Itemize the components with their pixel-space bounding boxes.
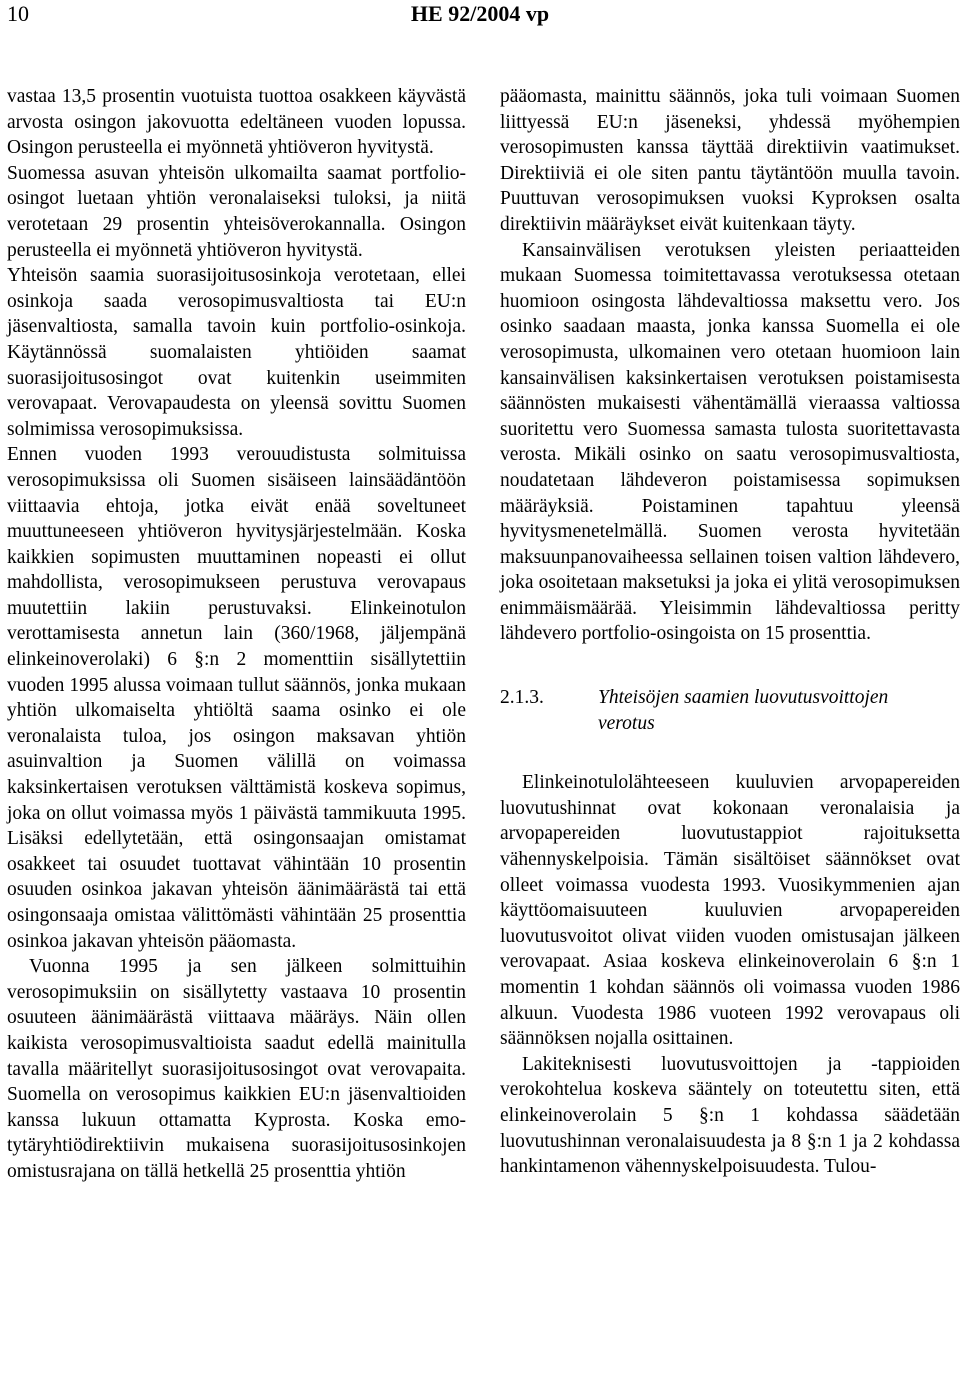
section-heading: [500, 685, 960, 736]
section-number: 2.1.3.: [500, 687, 544, 709]
paragraph-continuation: pääomasta, mainittu säännös, joka tuli voimaan Suomen liittyessä EU:n jäseneksi, yhdessä myöhempien verosopimusten kanssa täyttää direktiivin vaatimukset. Direktiiviä ei ole siten pantu täytäntöön muulla tavoin. Puuttuvan verosopimuksen vuoksi Kyproksen osalta direktiivin määräykset eivät kuitenkaan täyty.: [500, 86, 960, 235]
paragraph: Ennen vuoden 1993 verouudistusta solmituissa verosopimuksissa oli Suomen sisäiseen lainsäädäntöön viittaavia ehtoja, jotka eivät enää soveltuneet muuttuneeseen yhtiöveron hyvitysjärjestelmään. Koska kaikkien sopimusten muuttaminen nopeasti ei ollut mahdollista, verosopimukseen perustuva verovapaus muutettiin lakiin perustuvaksi. Elinkeinotulon verottamisesta annetun lain (360/1968, jäljempänä elinkeinoverolaki) 6 §:n 2 momenttiin sisällytettiin vuoden 1995 alussa voimaan tullut säännös, jonka mukaan yhtiön ulkomaiselta yhtiöltä saama osinko ei ole veronalaista tuloa, jos osingon maksavan yhtiön asuinvaltion ja Suomen välillä on voimassa kaksinkertaisen verotuksen välttämistä koskeva sopimus, joka on ollut voimassa myös 1 päivästä tammikuuta 1995. Lisäksi edellytetään, että osingonsaajan omistamat osakkeet tai osuudet tuottavat vähintään 10 prosentin osuuden osinkoa jakavan yhteisön äänimäärästä tai että osingonsaaja omistaa välittömästi vähintään 25 prosenttia osinkoa jakavan yhteisön pääomasta.: [7, 444, 466, 952]
page-number: 10: [7, 1, 29, 26]
paragraph: Yhteisön saamia suorasijoitusosinkoja verotetaan, ellei osinkoja saada verosopimusvaltiosta tai EU:n jäsenvaltiosta, samalla tavoin kuin portfolio-osinkoja. Käytännössä suomalaisten yhtiöiden saamat suorasijoitusosingot ovat kuitenkin useimmiten verovapaat. Verovapaudesta on yleensä sovittu Suomen solmimissa verosopimuksissa.: [7, 265, 466, 440]
paragraph: Vuonna 1995 ja sen jälkeen solmittuihin verosopimuksiin on sisällytetty vastaava 10 prosentin osuuteen äänimäärästä viittaava määräys. Näin ollen kaikista verosopimusvaltioista saadut edellä mainitulla tavalla määritellyt suorasijoitusosingot ovat verovapaita. Suomella on verosopimus kaikkien EU:n jäsenvaltioiden kanssa lukuun ottamatta Kyprosta. Koska emo-tytäryhtiödirektiivin mukaisena suorasijoitusosinkojen omistusrajana on tällä hetkellä 25 prosenttia yhtiön: [7, 956, 466, 1182]
paragraph: vastaa 13,5 prosentin vuotuista tuottoa osakkeen käyvästä arvosta osingon jakovuotta edeltäneen vuoden lopussa. Osingon perusteella ei myönnetä yhtiöveron hyvitystä.: [7, 86, 466, 159]
paragraph: Suomessa asuvan yhteisön ulkomailta saamat portfolio-osingot luetaan yhtiön veronalaiseksi tuloksi, ja niitä verotetaan 29 prosentin yhteisöverokannalla. Osingon perusteella ei myönnetä yhtiöveron hyvitystä.: [7, 162, 466, 261]
right-column: [500, 84, 960, 1180]
paragraph: Kansainvälisen verotuksen yleisten periaatteiden mukaan Suomessa toimitettavassa verotuksessa otetaan huomioon osingosta lähdevaltiossa maksettu vero. Jos osinko saadaan maasta, jonka kanssa Suomella ei ole verosopimusta, ulkomainen vero otetaan huomioon lain kansainvälisen kaksinkertaisen verotuksen poistamisesta säännösten mukaisesti vähentämällä vieraassa valtiossa suoritettu vero Suomessa samasta tulosta suoritettavasta verosta. Mikäli osinko on saatu verosopimusvaltiosta, noudatetaan lähdeveron poistamisessa sopimuksen määräyksiä. Poistaminen tapahtuu yleensä hyvitysmenetelmällä. Suomen verosta hyvitetään maksuunpanovaiheessa sellainen toisen valtion lähdevero, joka osoitetaan maksetuksi ja joka ei ylitä verosopimuksen enimmäismäärää. Yleisimmin lähdevaltiossa peritty lähdevero portfolio-osingoista on 15 prosenttia.: [500, 239, 960, 645]
left-column: [7, 84, 466, 1185]
section-title: Yhteisöjen saamien luovutusvoittojen verotus: [598, 687, 889, 734]
document-id: HE 92/2004 vp: [410, 1, 550, 26]
paragraph: Lakiteknisesti luovutusvoittojen ja -tappioiden verokohtelua koskeva sääntely on toteutettu siten, että elinkeinoverolain 5 §:n 1 kohdassa säädetään luovutushinnan veronalaisuudesta ja 8 §:n 1 ja 2 kohdassa hankintamenon vähennyskelpoisuudesta. Tulou-: [500, 1053, 960, 1178]
paragraph: Elinkeinotulolähteeseen kuuluvien arvopapereiden luovutushinnat ovat kokonaan veronalaisia ja arvopapereiden luovutustappiot rajoituksetta vähennyskelpoisia. Tämän sisältöiset säännökset ovat olleet voimassa vuodesta 1993. Vuosikymmenien ajan käyttöomaisuuteen kuuluvien arvopapereiden luovutusvoitot olivat viiden vuoden omistusajan jälkeen verovapaat. Asiaa koskeva elinkeinoverolain 6 §:n 1 momentin 1 kohdan säännös oli voimassa vuoden 1986 alkuun. Vuodesta 1986 vuoteen 1992 verovapaus oli säännöksen nojalla osittainen.: [500, 772, 960, 1050]
page-header: [0, 0, 960, 40]
